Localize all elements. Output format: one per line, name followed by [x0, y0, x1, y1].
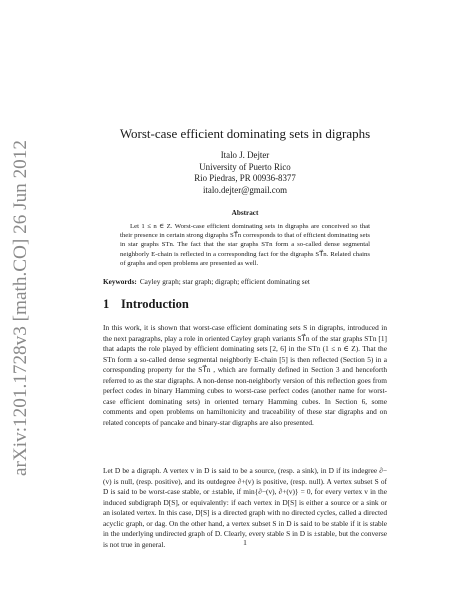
author-location: Rio Piedras, PR 00936-8377 [194, 173, 296, 184]
abstract-text: Let 1 ≤ n ∈ Z. Worst-case efficient dominating sets in digraphs are conceived so that their presence in certain strong digraphs ST⃗n corresponds to that of efficient dominating sets in star graphs STn. The fact that the star graphs STn form a so-called dense segmental neighborly E-chain is reflected in a corresponding fact for the digraphs ST⃗n. Related chains of graphs and open problems are presented as well. [120, 223, 370, 267]
body-paragraph-1 [103, 323, 387, 428]
section-title: Introduction [121, 297, 189, 311]
author-institution: University of Puerto Rico [199, 161, 291, 172]
paragraph-text: In this work, it is shown that worst-case efficient dominating sets S in digraphs, introduced in the next paragraphs, play a role in oriented Cayley graph variants ST⃗n of the star graphs STn [1] that adapts the role played by efficient dominating sets [2, 6] in the STn (1 ≤ n ∈ Z). That the STn form a so-called dense segmental neighborly E-chain [5] is then reflected (Section 5) in a corresponding property for the ST⃗n , which are formally defined in Section 3 and henceforth referred to as the star digraphs. A non-dense non-neighborly version of this reflection goes from perfect codes in binary Hamming cubes to worst-case perfect codes (another name for worst-case efficient dominating sets) in oriented ternary Hamming cubes. In Section 6, some comments and open problems on hamiltonicity and traceability of these star digraphs and on related concepts of pancake and binary-star digraphs are also presented. [103, 323, 387, 427]
author-email: italo.dejter@gmail.com [202, 184, 288, 195]
keywords-label: Keywords: [103, 278, 137, 286]
page-number: 1 [243, 538, 247, 547]
section-number: 1 [103, 297, 110, 311]
abstract-body [120, 222, 370, 268]
keywords [103, 278, 393, 286]
author-block [100, 150, 390, 196]
author-name: Italo J. Dejter [220, 150, 270, 160]
arxiv-stamp [2, 138, 36, 478]
section-heading [103, 297, 189, 312]
paper-title: Worst-case efficient dominating sets in digraphs [119, 126, 371, 141]
arxiv-stamp-text: arXiv:1201.1728v3 [math.CO] 26 Jun 2012 [10, 143, 31, 476]
keywords-text: Cayley graph; star graph; digraph; efficient dominating set [139, 278, 310, 286]
paragraph-text: Let D be a digraph. A vertex v in D is said to be a source, (resp. a sink), in D if its indegree ∂−(v) is null, (resp. positive), and its outdegree ∂+(v) is positive, (resp. null). A vertex subset S of D is said to be worst-case stable, or ±stable, if min{∂−(v), ∂+(v)} = 0, for every vertex v in the induced subdigraph D[S], or equivalently: if each vertex in D[S] is either a source or a sink or an isolated vertex. In this case, D[S] is a directed graph with no directed cycles, called a directed acyclic graph, or dag. On the other hand, a vertex subset S in D is said to be stable if it is stable in the underlying undirected graph of D. Clearly, every stable S in D is ±stable, but the converse is not true in general. [103, 466, 387, 549]
abstract-heading: Abstract [231, 209, 259, 217]
